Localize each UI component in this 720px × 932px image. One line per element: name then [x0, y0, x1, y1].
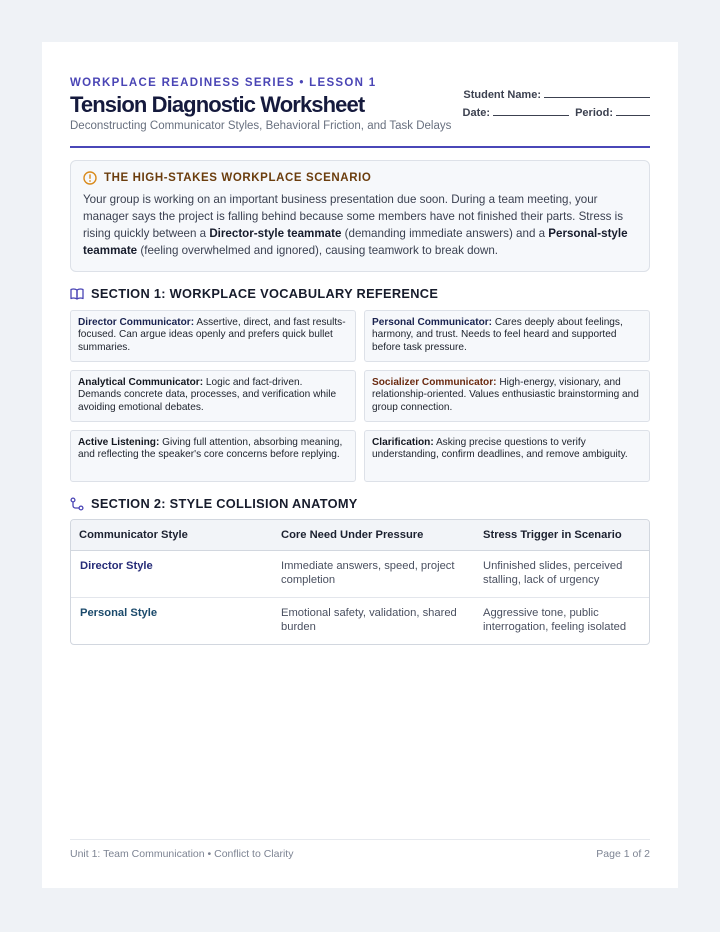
- vocab-term: Socializer Communicator:: [372, 377, 497, 388]
- director-teammate-emphasis: Director-style teammate: [209, 227, 342, 240]
- student-info-block: [463, 86, 650, 122]
- scenario-heading: THE HIGH-STAKES WORKPLACE SCENARIO: [104, 172, 372, 184]
- scenario-box: [70, 160, 650, 272]
- vocab-definition: Cares deeply about feelings, harmony, and trust. Needs to feel heard and supported before task pressure.: [372, 317, 623, 353]
- vocab-definition: Giving full attention, absorbing meaning, and reflecting the speaker's core concerns before replying.: [78, 437, 343, 461]
- date-blank[interactable]: [493, 105, 569, 116]
- column-header-stress-trigger: Stress Trigger in Scenario: [475, 520, 649, 551]
- table-row: [71, 598, 649, 645]
- vocab-card-analytical: [70, 370, 356, 422]
- style-cell-personal: Personal Style: [71, 598, 273, 645]
- section2-heading-row: [70, 496, 650, 511]
- page-subtitle: Deconstructing Communicator Styles, Behavioral Friction, and Task Delays: [70, 120, 452, 132]
- column-header-core-need: Core Need Under Pressure: [273, 520, 475, 551]
- section1-heading-row: [70, 286, 650, 301]
- core-need-cell: Immediate answers, speed, project completion: [281, 560, 455, 586]
- page-title: Tension Diagnostic Worksheet: [70, 92, 365, 117]
- worksheet-header: [70, 76, 650, 148]
- vocab-definition: Assertive, direct, and fast results-focused. Can argue ideas openly and prefers quick bullet summaries.: [78, 317, 346, 353]
- vocab-definition: High-energy, visionary, and relationship-oriented. Values enthusiastic brainstorming and group connection.: [372, 377, 639, 413]
- student-name-label: Student Name:: [463, 89, 541, 101]
- section2-heading: SECTION 2: STYLE COLLISION ANATOMY: [91, 496, 358, 511]
- personal-teammate-emphasis: Personal-style teammate: [83, 227, 628, 257]
- table-header-row: [71, 520, 649, 551]
- period-blank[interactable]: [616, 105, 650, 116]
- page-footer: [70, 839, 650, 860]
- table-row: [71, 551, 649, 598]
- scenario-text-part: (demanding immediate answers) and a: [341, 227, 549, 240]
- student-name-line: [463, 86, 650, 104]
- vocab-card-socializer: [364, 370, 650, 422]
- stress-trigger-cell: Aggressive tone, public interrogation, feeling isolated: [475, 598, 649, 645]
- scenario-heading-row: [83, 171, 637, 185]
- style-cell-director: Director Style: [80, 560, 153, 572]
- vocab-definition: Logic and fact-driven. Demands concrete data, processes, and verification while avoiding emotional debates.: [78, 377, 337, 413]
- core-need-cell: Emotional safety, validation, shared burden: [273, 598, 475, 645]
- scenario-text-part: Your group is working on an important business presentation due soon. During a team meeting, your manager says the project is falling behind because some members have not finished their parts. Stress is rising quickly between a: [83, 193, 624, 240]
- book-icon: [70, 287, 84, 301]
- scenario-text: [83, 191, 637, 259]
- worksheet-page: [42, 42, 678, 888]
- vocab-term: Personal Communicator:: [372, 317, 493, 328]
- date-period-line: [463, 104, 650, 122]
- stress-trigger-cell: Unfinished slides, perceived stalling, lack of urgency: [483, 560, 623, 586]
- period-label: Period:: [575, 107, 613, 119]
- page-number: Page 1 of 2: [596, 848, 650, 860]
- vocab-card-active-listening: [70, 430, 356, 482]
- scenario-text-part: (feeling overwhelmed and ignored), causing teamwork to break down.: [137, 244, 499, 257]
- series-eyebrow: WORKPLACE READINESS SERIES • LESSON 1: [70, 77, 377, 89]
- section1-heading: SECTION 1: WORKPLACE VOCABULARY REFERENCE: [91, 286, 439, 301]
- vocab-term: Analytical Communicator:: [78, 377, 204, 388]
- vocab-term: Director Communicator:: [78, 317, 195, 328]
- vocab-term: Active Listening:: [78, 437, 160, 448]
- vocab-card-clarification: [364, 430, 650, 482]
- column-header-style: Communicator Style: [71, 520, 273, 551]
- vocabulary-grid: [70, 310, 650, 482]
- alert-circle-icon: [83, 171, 97, 185]
- vocab-definition: Asking precise questions to verify understanding, confirm deadlines, and remove ambiguity.: [372, 437, 628, 461]
- footer-unit-label: Unit 1: Team Communication • Conflict to Clarity: [70, 848, 294, 860]
- style-collision-table: [70, 519, 650, 645]
- date-label: Date:: [462, 107, 491, 119]
- flow-icon: [70, 497, 84, 511]
- vocab-card-personal: [364, 310, 650, 362]
- page-content: [70, 76, 650, 888]
- student-name-blank[interactable]: [544, 87, 650, 98]
- vocab-card-director: [70, 310, 356, 362]
- vocab-term: Clarification:: [372, 437, 434, 448]
